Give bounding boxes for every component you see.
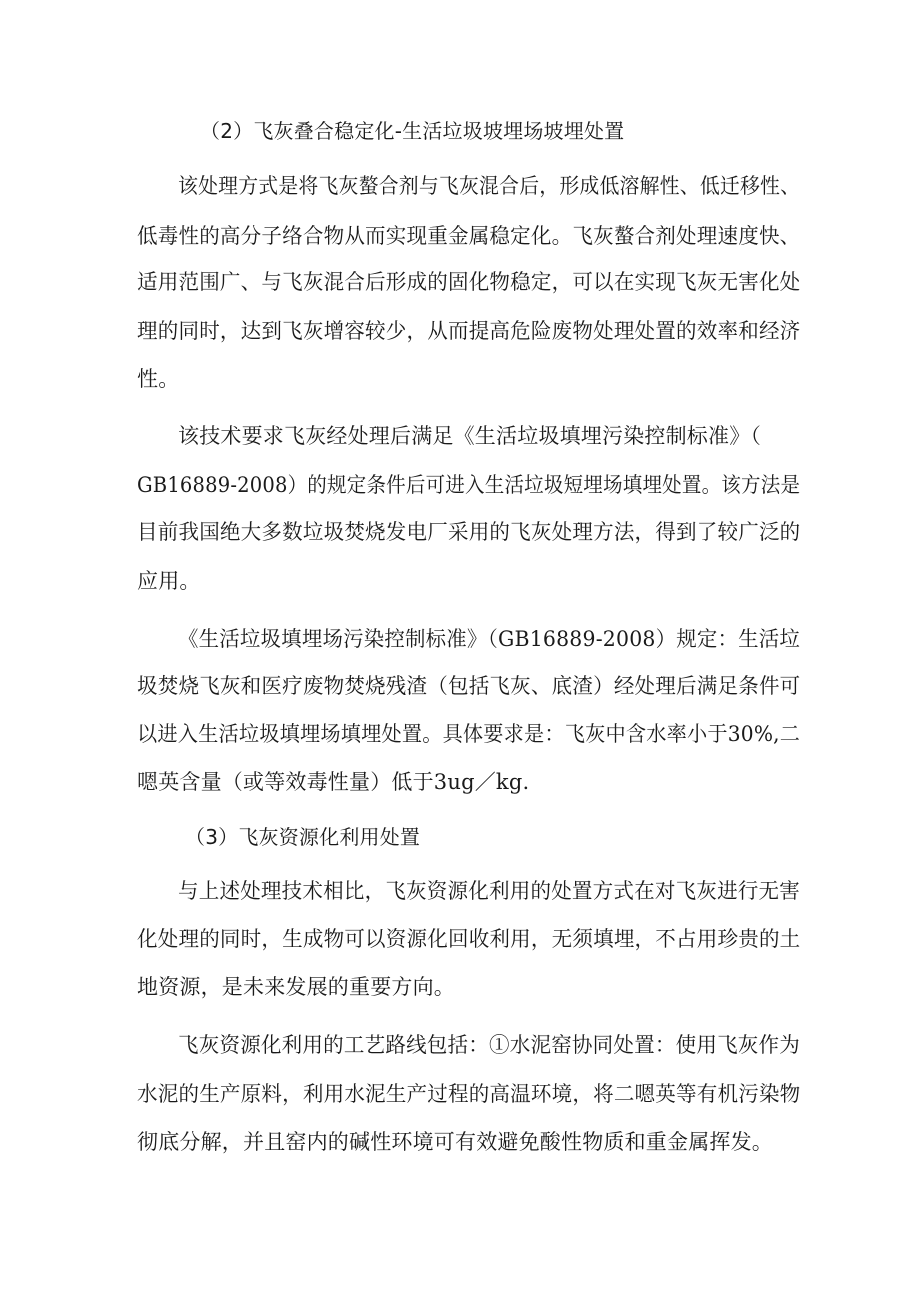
section-2-paragraph-2-line-2: GB16889-2008）的规定条件后可进入生活垃圾短埋场填埋处置。该方法是 [137, 473, 801, 497]
section-2-paragraph-3-line-2: 圾焚烧飞灰和医疗废物焚烧残渣（包括飞灰、底渣）经处理后满足条件可 [137, 674, 801, 698]
section-2-paragraph-3-line-1: 《生活垃圾填埋场污染控制标准》（GB16889-2008）规定：生活垃 [178, 627, 801, 651]
section-2-paragraph-1-line-5: 性。 [137, 367, 180, 391]
section-2-heading: （2）飞灰叠合稳定化-生活垃圾坡埋场坡埋处置 [200, 119, 625, 143]
section-3-paragraph-1-line-3: 地资源，是未来发展的重要方向。 [137, 975, 455, 999]
section-2-paragraph-2-line-4: 应用。 [137, 569, 201, 593]
section-2-paragraph-1-line-2: 低毒性的高分子络合物从而实现重金属稳定化。飞灰螯合剂处理速度快、 [137, 224, 801, 248]
section-2-paragraph-1-line-1: 该处理方式是将飞灰螯合剂与飞灰混合后，形成低溶解性、低迁移性、 [178, 174, 801, 198]
section-3-heading: （3）飞灰资源化利用处置 [185, 825, 421, 849]
section-3-paragraph-2-line-2: 水泥的生产原料，利用水泥生产过程的高温环境，将二嗯英等有机污染物 [137, 1082, 801, 1106]
section-3-paragraph-2-line-3: 彻底分解，并且窑内的碱性环境可有效避免酸性物质和重金属挥发。 [137, 1130, 773, 1154]
section-3-paragraph-2-line-1: 飞灰资源化利用的工艺路线包括：①水泥窑协同处置：使用飞灰作为 [178, 1033, 801, 1057]
section-3-paragraph-1-line-1: 与上述处理技术相比，飞灰资源化利用的处置方式在对飞灰进行无害 [178, 879, 801, 903]
section-2-paragraph-1-line-3: 适用范围广、与飞灰混合后形成的固化物稳定，可以在实现飞灰无害化处 [137, 270, 801, 294]
section-2-paragraph-2-line-1: 该技术要求飞灰经处理后满足《生活垃圾填埋污染控制标准》（ [178, 424, 762, 448]
section-3-paragraph-1-line-2: 化处理的同时，生成物可以资源化回收利用，无须填埋，不占用珍贵的土 [137, 927, 801, 951]
section-2-paragraph-1-line-4: 理的同时，达到飞灰增容较少，从而提高危险废物处理处置的效率和经济 [137, 319, 801, 343]
section-2-paragraph-3-line-4: 嗯英含量（或等效毒性量）低于3ug／kg. [137, 770, 530, 794]
section-2-paragraph-2-line-3: 目前我国绝大多数垃圾焚烧发电厂采用的飞灰处理方法，得到了较广泛的 [137, 520, 801, 544]
section-2-paragraph-3-line-3: 以进入生活垃圾填埋场填埋处置。具体要求是：飞灰中含水率小于30%,二 [137, 722, 801, 746]
